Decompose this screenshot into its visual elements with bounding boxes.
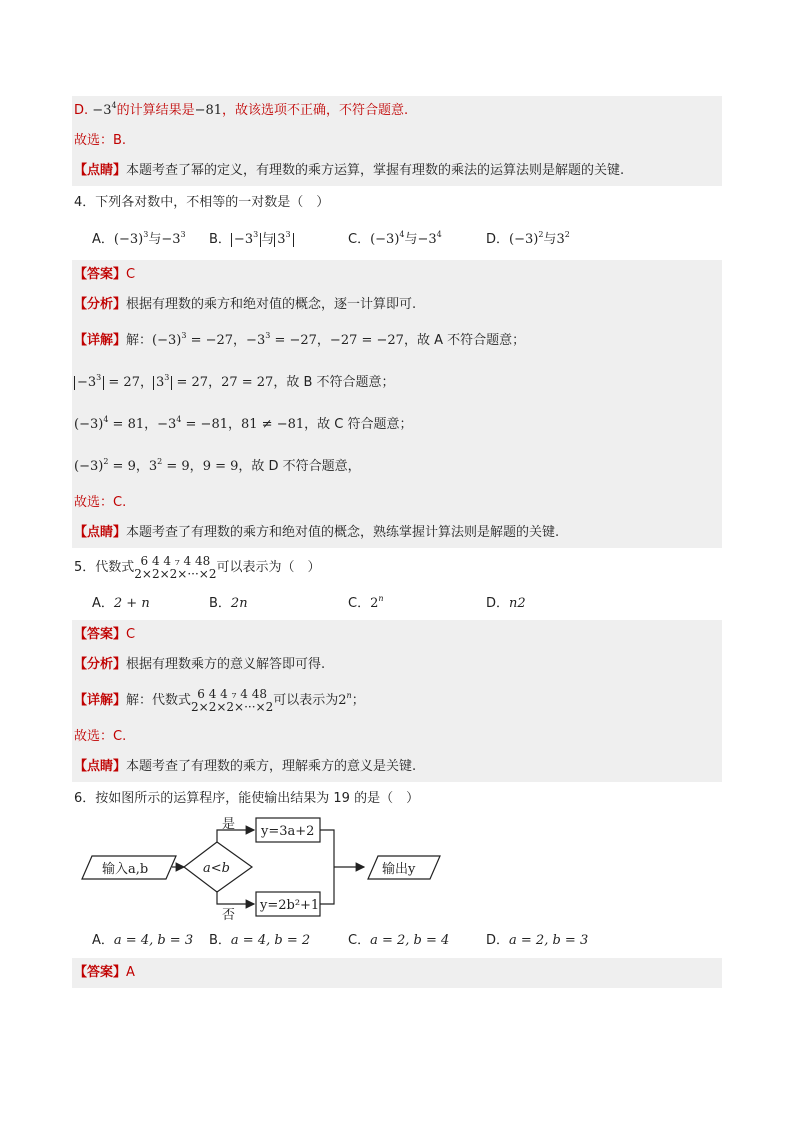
q4-option-d: D．$(-3)^2$与$3^2$ bbox=[486, 230, 570, 247]
question-6-options bbox=[72, 924, 722, 958]
condition-label: a<b bbox=[203, 861, 230, 876]
q3-solution-tail bbox=[72, 96, 722, 186]
text: 的计算结果是 bbox=[116, 103, 195, 118]
math-value: −81 bbox=[194, 103, 223, 118]
question-5-stem: 5．代数式 6 4 4 ₇ 4 48 2×2×2×···×2 可以表示为（ ） bbox=[74, 553, 321, 581]
tip-line bbox=[72, 156, 722, 186]
q5-option-d: D．n2 bbox=[486, 596, 526, 611]
no-arrow bbox=[217, 892, 254, 904]
q4-solution bbox=[72, 260, 722, 548]
question-5-options bbox=[72, 588, 722, 620]
q5-option-a: A．2 + n bbox=[92, 596, 150, 611]
q4-option-c: C．$(-3)^4$与$-3^4$ bbox=[348, 230, 442, 247]
choice-line: 故选：C. bbox=[74, 495, 127, 510]
choice-text: 故选：B. bbox=[74, 133, 127, 148]
q6-option-a: A．a = 4, b = 3 bbox=[92, 933, 194, 948]
tip-text: 本题考查了幂的定义，有理数的乘方运算，掌握有理数的乘法的运算法则是解题的关键. bbox=[126, 163, 625, 178]
answer-line: 【答案】C bbox=[74, 267, 136, 282]
math-expr: $-3^4$ bbox=[92, 101, 117, 118]
text: ，故该选项不正确，不符合题意. bbox=[222, 103, 409, 118]
input-label: 输入a,b bbox=[102, 862, 149, 877]
output-label: 输出y bbox=[382, 862, 416, 877]
document-page bbox=[72, 96, 722, 988]
flowchart bbox=[72, 816, 722, 924]
q5-option-c: C．2$^n$ bbox=[348, 594, 384, 611]
analysis-line: 【分析】根据有理数的乘方和绝对值的概念，逐一计算即可. bbox=[74, 297, 417, 312]
detail-line-2: $-3^3 = 27$， $3^3 = 27$，27 = 27，故 B 不符合题意； bbox=[72, 362, 722, 404]
tip-line: 【点睛】本题考查了有理数的乘方，理解乘方的意义是关键. bbox=[74, 759, 417, 774]
option-d-explanation bbox=[72, 96, 722, 126]
q5-solution bbox=[72, 620, 722, 782]
q6-solution bbox=[72, 958, 722, 988]
tip-line: 【点睛】本题考查了有理数的乘方和绝对值的概念，熟练掌握计算法则是解题的关键. bbox=[74, 525, 560, 540]
underbrace-expression: 6 4 4 ₇ 4 48 2×2×2×···×2 bbox=[134, 553, 217, 581]
question-4-options bbox=[72, 220, 722, 260]
detail-line-4: $(-3)^2 = 9$，$3^2 = 9$，9 = 9，故 D 不符合题意， bbox=[74, 457, 361, 474]
detail-line-3: $(-3)^4 = 81$，$-3^4 = -81$，81 ≠ −81，故 C 符合题意； bbox=[74, 415, 413, 432]
option-label: D. bbox=[74, 103, 89, 118]
question-4-stem bbox=[72, 186, 722, 220]
yes-label: 是 bbox=[222, 817, 236, 832]
detail-line: 【详解】解：代数式 6 4 4 ₇ 4 48 2×2×2×···×2 可以表示为2$^n$； bbox=[74, 686, 365, 714]
yes-formula: y=3a+2 bbox=[261, 824, 315, 839]
q6-option-b: B．a = 4, b = 2 bbox=[209, 933, 311, 948]
q6-option-d: D．a = 2, b = 3 bbox=[486, 933, 589, 948]
underbrace-expression: 6 4 4 ₇ 4 48 2×2×2×···×2 bbox=[191, 686, 274, 714]
tip-tag: 【点睛】 bbox=[74, 163, 127, 178]
flowchart-svg bbox=[72, 816, 722, 924]
q6-option-c: C．a = 2, b = 4 bbox=[348, 933, 450, 948]
q5-option-b: B．2n bbox=[209, 596, 248, 611]
merge-line bbox=[320, 830, 334, 904]
answer-line: 【答案】C bbox=[74, 627, 136, 642]
q4-option-b: B． $-3^3$ 与 $3^3$ bbox=[209, 220, 294, 260]
analysis-line: 【分析】根据有理数乘方的意义解答即可得. bbox=[74, 657, 326, 672]
question-6-stem: 6．按如图所示的运算程序，能使输出结果为 19 的是（ ） bbox=[74, 791, 420, 806]
q4-option-a: A．$(-3)^3$与$-3^3$ bbox=[92, 230, 186, 247]
detail-line-1: 【详解】解：$(-3)^3 = -27$，$-3^3 = -27$，−27 = −27，故 A 不符合题意； bbox=[74, 331, 526, 348]
no-label: 否 bbox=[222, 908, 236, 923]
stem-text: 4．下列各对数中，不相等的一对数是（ ） bbox=[74, 195, 330, 210]
answer-line: 【答案】A bbox=[74, 965, 135, 980]
choice-line bbox=[72, 126, 722, 156]
choice-line: 故选：C. bbox=[74, 729, 127, 744]
no-formula: y=2b²+1 bbox=[260, 898, 320, 913]
